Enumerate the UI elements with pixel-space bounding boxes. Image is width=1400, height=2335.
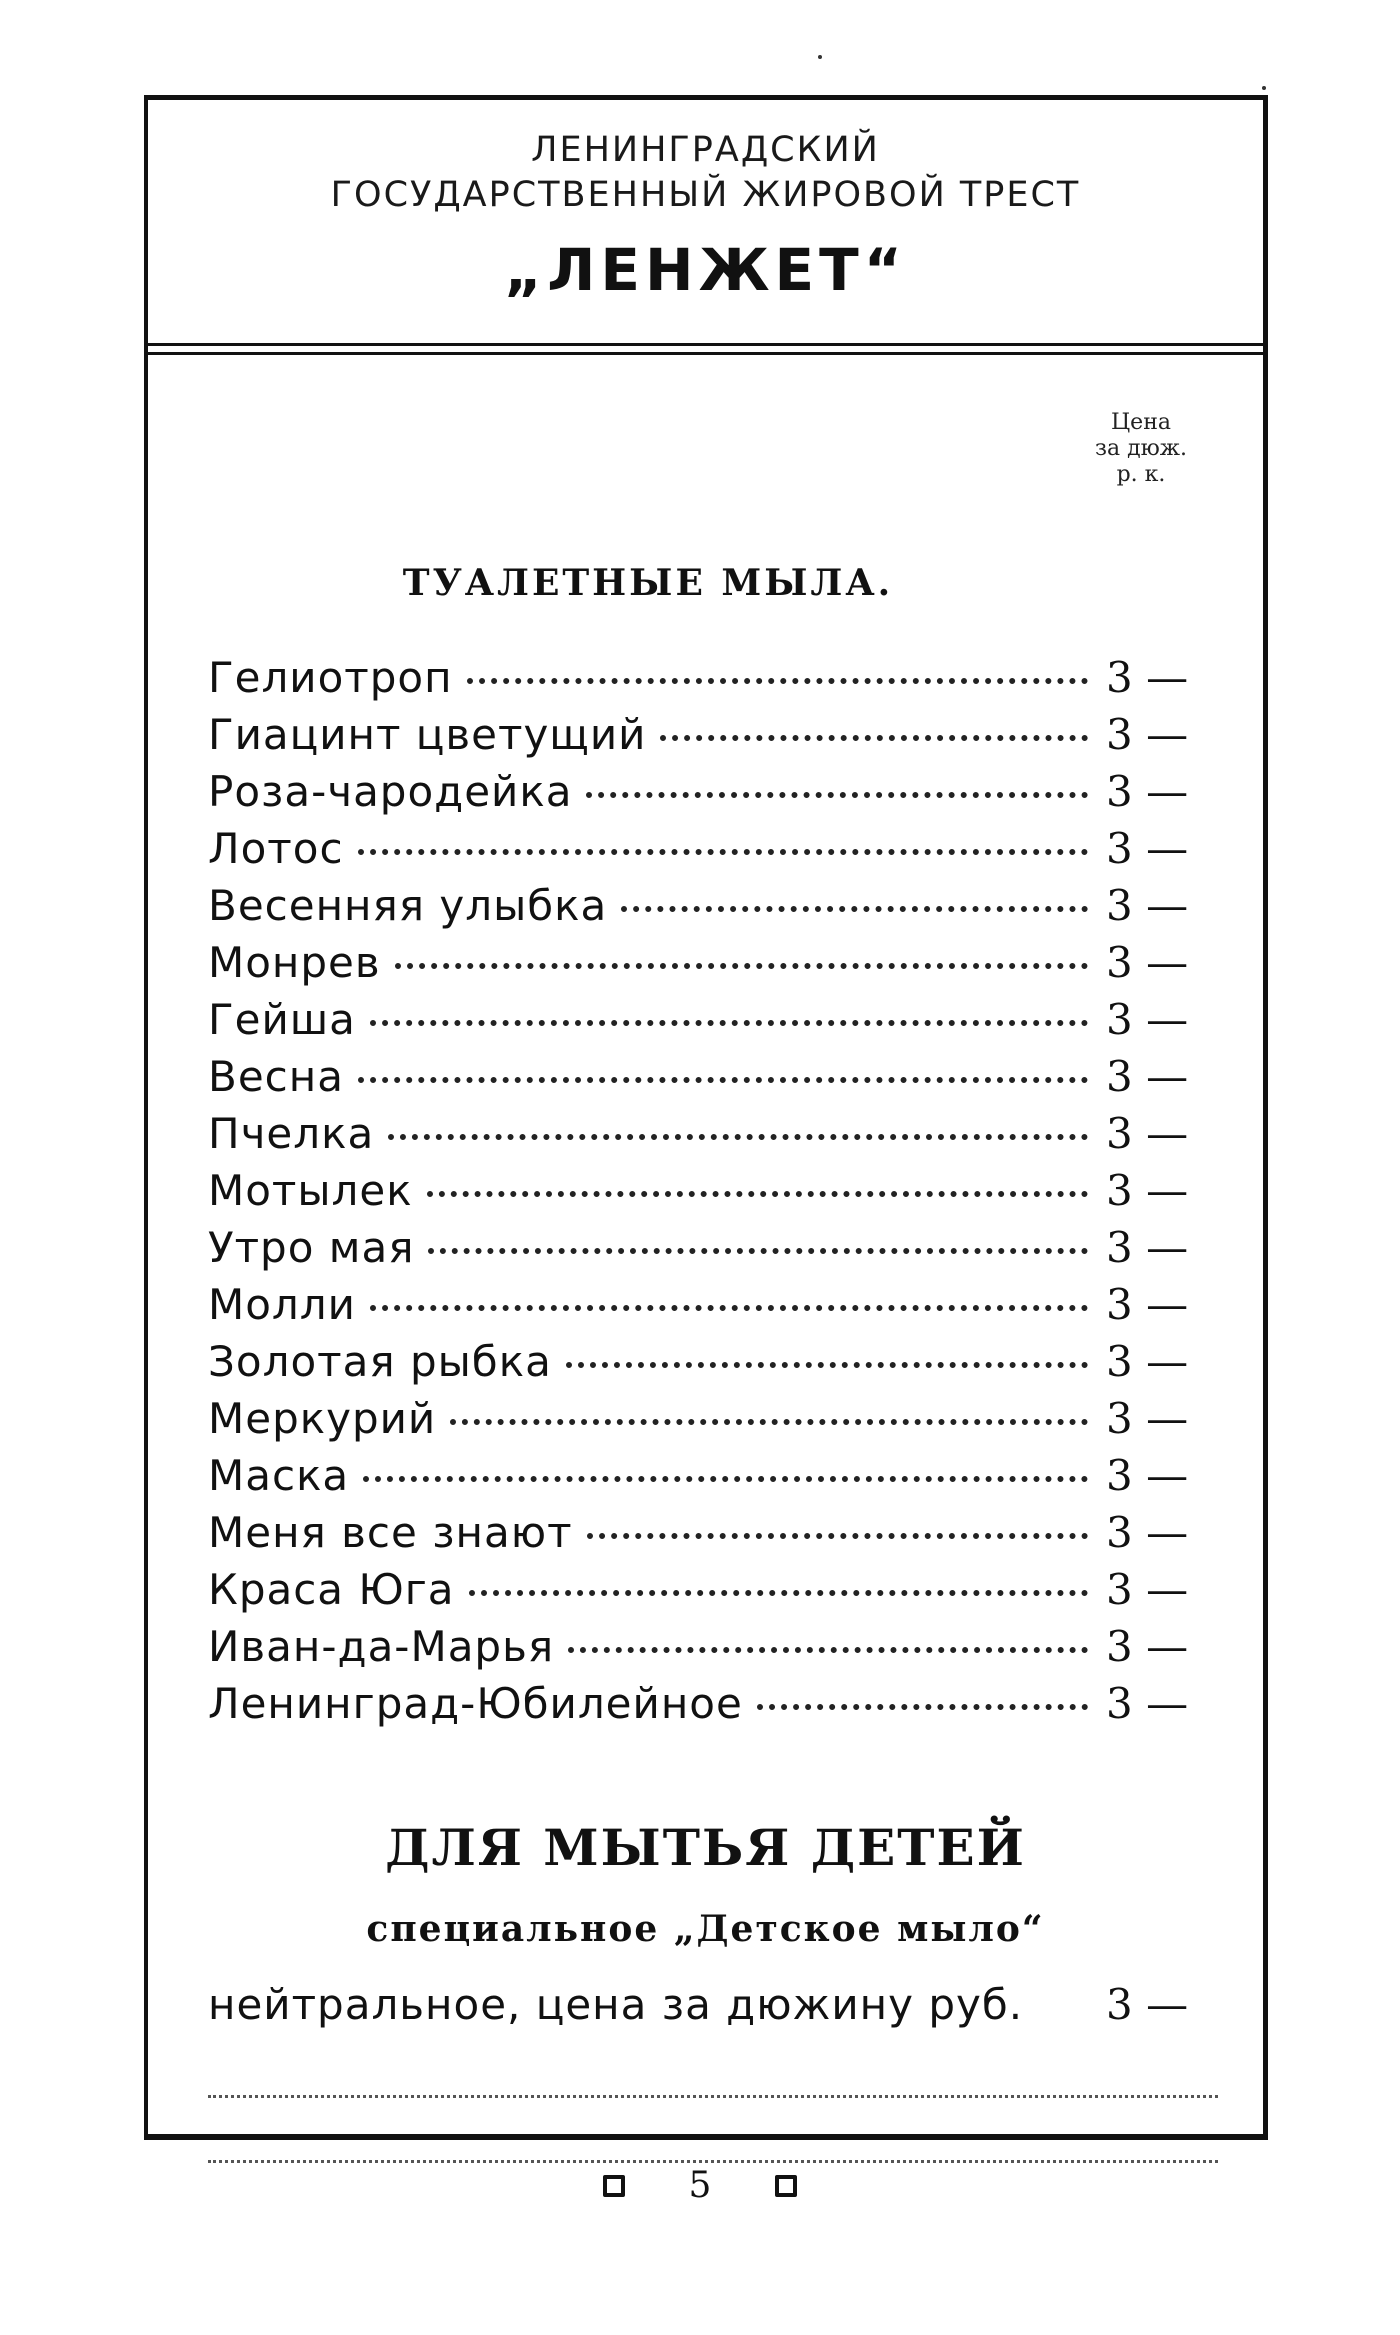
blank-entry-line	[208, 2160, 1218, 2163]
dot-leader	[587, 1533, 1088, 1539]
item-name: Ленинград-Юбилейное	[208, 1679, 743, 1728]
list-item	[208, 995, 1218, 1052]
list-item	[208, 1565, 1218, 1622]
item-name: Иван-да-Марья	[208, 1622, 555, 1671]
dot-leader	[427, 1191, 1088, 1197]
item-name: Утро мая	[208, 1223, 415, 1272]
page-number: 5	[688, 2165, 712, 2206]
section-title: ТУАЛЕТНЫЕ МЫЛА.	[402, 562, 894, 604]
dot-leader	[450, 1419, 1088, 1425]
dot-leader	[757, 1704, 1088, 1710]
item-price: 3 —	[1106, 1166, 1189, 1215]
dot-leader	[370, 1305, 1088, 1311]
item-price: 3 —	[1106, 881, 1189, 930]
list-item	[208, 767, 1218, 824]
item-name: Молли	[208, 1280, 356, 1329]
kids-price-label: нейтральное, цена за дюжину руб.	[208, 1980, 1024, 2029]
list-item	[208, 1337, 1218, 1394]
price-header-line-3: р. к.	[1116, 462, 1166, 487]
kids-section-title: ДЛЯ МЫТЬЯ ДЕТЕЙ	[385, 1818, 1026, 1877]
item-name: Весенняя улыбка	[208, 881, 608, 930]
item-price: 3 —	[1106, 1052, 1189, 1101]
list-item	[208, 938, 1218, 995]
item-price: 3 —	[1106, 824, 1189, 873]
list-item	[208, 1679, 1218, 1736]
list-item	[208, 1223, 1218, 1280]
item-name: Гейша	[208, 995, 356, 1044]
price-column-header	[1071, 410, 1211, 488]
item-name: Меркурий	[208, 1394, 437, 1443]
square-ornament-icon	[775, 2175, 797, 2197]
item-name: Меня все знают	[208, 1508, 573, 1557]
list-item	[208, 710, 1218, 767]
item-price: 3 —	[1106, 767, 1189, 816]
dot-leader	[395, 963, 1088, 969]
price-header-line-1: Цена	[1111, 410, 1171, 435]
dot-leader	[358, 849, 1088, 855]
item-price: 3 —	[1106, 1109, 1189, 1158]
dot-leader	[370, 1020, 1088, 1026]
item-price: 3 —	[1106, 1280, 1189, 1329]
item-name: Гелиотроп	[208, 653, 453, 702]
item-price: 3 —	[1106, 653, 1189, 702]
list-item	[208, 1052, 1218, 1109]
item-name: Весна	[208, 1052, 344, 1101]
list-item	[208, 1508, 1218, 1565]
item-price: 3 —	[1106, 1451, 1189, 1500]
dot-leader	[428, 1248, 1088, 1254]
list-item	[208, 1166, 1218, 1223]
soap-list	[208, 653, 1218, 1736]
header-divider	[148, 343, 1263, 355]
list-item	[208, 653, 1218, 710]
dot-leader	[363, 1476, 1088, 1482]
print-speck	[1262, 86, 1266, 90]
item-name: Лотос	[208, 824, 344, 873]
dot-leader	[660, 735, 1088, 741]
kids-price-line	[208, 1980, 1218, 2029]
item-name: Золотая рыбка	[208, 1337, 552, 1386]
item-price: 3 —	[1106, 1394, 1189, 1443]
header	[148, 100, 1263, 345]
item-name: Гиацинт цветущий	[208, 710, 647, 759]
price-header-line-2: за дюж.	[1094, 436, 1188, 461]
item-price: 3 —	[1106, 1679, 1189, 1728]
item-price: 3 —	[1106, 1337, 1189, 1386]
item-name: Монрев	[208, 938, 381, 987]
item-price: 3 —	[1106, 710, 1189, 759]
kids-section-subtitle: специальное „Детское мыло“	[366, 1908, 1045, 1950]
dot-leader	[469, 1590, 1088, 1596]
list-item	[208, 1451, 1218, 1508]
dot-leader	[566, 1362, 1088, 1368]
item-name: Роза-чародейка	[208, 767, 573, 816]
dot-leader	[388, 1134, 1088, 1140]
item-name: Мотылек	[208, 1166, 413, 1215]
print-speck	[818, 55, 822, 59]
list-item	[208, 1394, 1218, 1451]
item-price: 3 —	[1106, 1622, 1189, 1671]
page-footer	[0, 2165, 1400, 2206]
dot-leader	[586, 792, 1088, 798]
item-price: 3 —	[1106, 1223, 1189, 1272]
list-item	[208, 824, 1218, 881]
list-item	[208, 1109, 1218, 1166]
org-name-line-1: ЛЕНИНГРАДСКИЙ	[531, 130, 880, 170]
dot-leader	[568, 1647, 1088, 1653]
price-list-frame	[144, 95, 1268, 2140]
brand-title: „ЛЕНЖЕТ“	[504, 236, 907, 304]
item-price: 3 —	[1106, 1565, 1189, 1614]
blank-entry-line	[208, 2095, 1218, 2098]
list-item	[208, 1622, 1218, 1679]
list-item	[208, 1280, 1218, 1337]
item-name: Пчелка	[208, 1109, 375, 1158]
item-price: 3 —	[1106, 938, 1189, 987]
item-name: Маска	[208, 1451, 350, 1500]
list-item	[208, 881, 1218, 938]
dot-leader	[358, 1077, 1088, 1083]
item-price: 3 —	[1106, 1508, 1189, 1557]
org-name-line-2: ГОСУДАРСТВЕННЫЙ ЖИРОВОЙ ТРЕСТ	[330, 175, 1081, 215]
dot-leader	[467, 678, 1088, 684]
square-ornament-icon	[603, 2175, 625, 2197]
kids-price: 3 —	[1106, 1980, 1189, 2029]
item-name: Краса Юга	[208, 1565, 455, 1614]
item-price: 3 —	[1106, 995, 1189, 1044]
dot-leader	[621, 906, 1088, 912]
